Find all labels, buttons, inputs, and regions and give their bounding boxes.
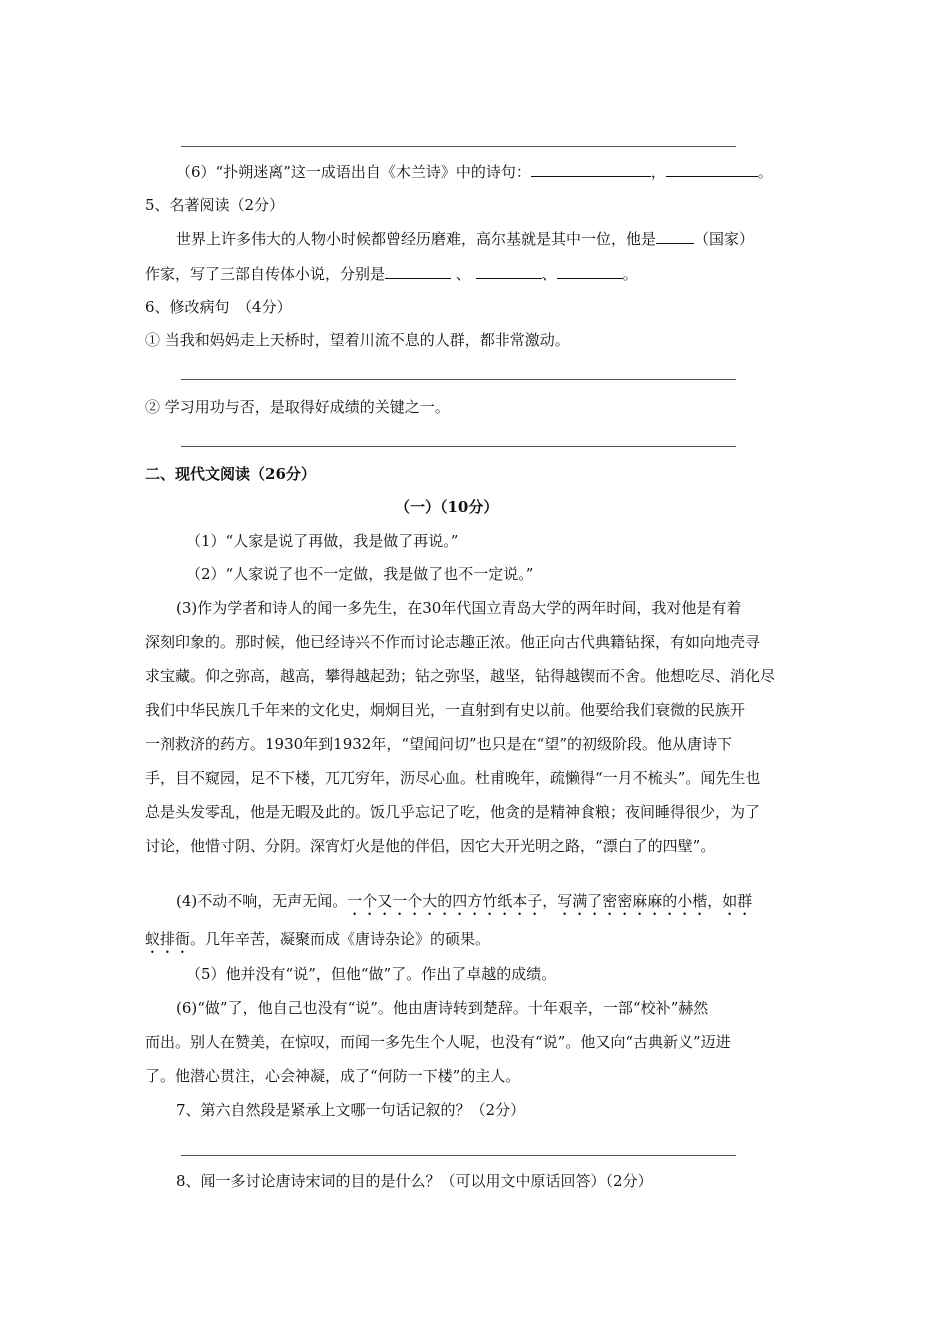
passage-para-3-line: 深刻印象的。那时候，他已经诗兴不作而讨论志趣正浓。他正向古代典籍钻探，有如向地壳寻 — [145, 633, 761, 651]
passage-para-6-line: 而出。别人在赞美，在惊叹，而闻一多先生个人呢，也没有“说”。他又向“古典新义”迈进 — [145, 1033, 731, 1051]
question-5-title: 5、名著阅读（2分） — [145, 196, 285, 214]
answer-blank[interactable] — [656, 229, 694, 244]
emphasized-text: 一个又一个大的四方竹纸本子，写满了密密麻麻的小楷，如群 — [347, 892, 753, 910]
answer-blank[interactable] — [476, 264, 542, 279]
answer-blank[interactable] — [385, 264, 451, 279]
passage-para-1: （1）“人家是说了再做，我是做了再说。” — [186, 532, 459, 550]
passage-para-6-line: 了。他潜心贯注，心会神凝，成了“何防一下楼”的主人。 — [145, 1067, 521, 1085]
section-2-title: 二、现代文阅读（26分） — [145, 465, 316, 483]
answer-blank[interactable] — [531, 162, 651, 177]
passage-para-3-line: 求宝藏。仰之弥高，越高，攀得越起劲；钻之弥坚，越坚，钻得越锲而不舍。他想吃尽、消化尽 — [145, 667, 776, 685]
answer-line — [181, 146, 736, 147]
passage-para-3-line: 总是头发零乱，他是无暇及此的。饭几乎忘记了吃，他贪的是精神食粮；夜间睡得很少，为了 — [145, 803, 761, 821]
question-6-subitem: （6）“扑朔迷离”这一成语出自《木兰诗》中的诗句： ， 。 — [176, 163, 773, 181]
passage-para-3-line: 讨论，他惜寸阴、分阴。深宵灯火是他的伴侣，因它大开光明之路，“漂白了的四壁”。 — [145, 837, 716, 855]
passage-para-4-line: 蚁排衙。几年辛苦，凝聚而成《唐诗杂论》的硕果。 — [145, 930, 491, 948]
question-6-item-2: ② 学习用功与否，是取得好成绩的关键之一。 — [145, 398, 450, 416]
question-5-line2: 作家，写了三部自传体小说，分别是 、 、 。 — [145, 265, 638, 283]
passage-para-4-line: (4)不动不响，无声无闻。一个又一个大的四方竹纸本子，写满了密密麻麻的小楷，如群 — [176, 892, 753, 910]
question-5-line1: 世界上许多伟大的人物小时候都曾经历磨难，高尔基就是其中一位，他是 （国家） — [176, 230, 755, 248]
passage-para-3-line: 我们中华民族几千年来的文化史，炯炯目光，一直射到有史以前。他要给我们衰微的民族开 — [145, 701, 746, 719]
passage-para-3-line: 一剂救济的药方。1930年到1932年，“望闻问切”也只是在“望”的初级阶段。他从唐诗下 — [145, 735, 733, 753]
passage-para-5: （5）他并没有“说”，但他“做”了。作出了卓越的成绩。 — [186, 965, 557, 983]
question-6-title: 6、修改病句 （4分） — [145, 298, 292, 316]
answer-line — [181, 379, 736, 380]
passage-1-title: （一）（10分） — [395, 498, 499, 516]
answer-line — [181, 446, 736, 447]
passage-para-3-line: 手，目不窥园，足不下楼，兀兀穷年，沥尽心血。杜甫晚年，疏懒得“一月不梳头”。闻先生也 — [145, 769, 761, 787]
passage-para-3-line: (3)作为学者和诗人的闻一多先生，在30年代国立青岛大学的两年时间，我对他是有着 — [176, 599, 742, 617]
question-6-item-1: ① 当我和妈妈走上天桥时，望着川流不息的人群，都非常激动。 — [145, 331, 570, 349]
answer-line — [181, 1155, 736, 1156]
passage-para-6-line: (6)“做”了，他自己也没有“说”。他由唐诗转到楚辞。十年艰辛，一部“校补”赫然 — [176, 999, 709, 1017]
answer-blank[interactable] — [557, 264, 623, 279]
emphasized-text: 蚁排衙 — [145, 930, 191, 948]
question-7: 7、第六自然段是紧承上文哪一句话记叙的？（2分） — [176, 1101, 526, 1119]
question-8: 8、闻一多讨论唐诗宋词的目的是什么？（可以用文中原话回答）（2分） — [176, 1172, 653, 1190]
answer-blank[interactable] — [666, 162, 758, 177]
passage-para-2: （2）“人家说了也不一定做，我是做了也不一定说。” — [186, 565, 534, 583]
